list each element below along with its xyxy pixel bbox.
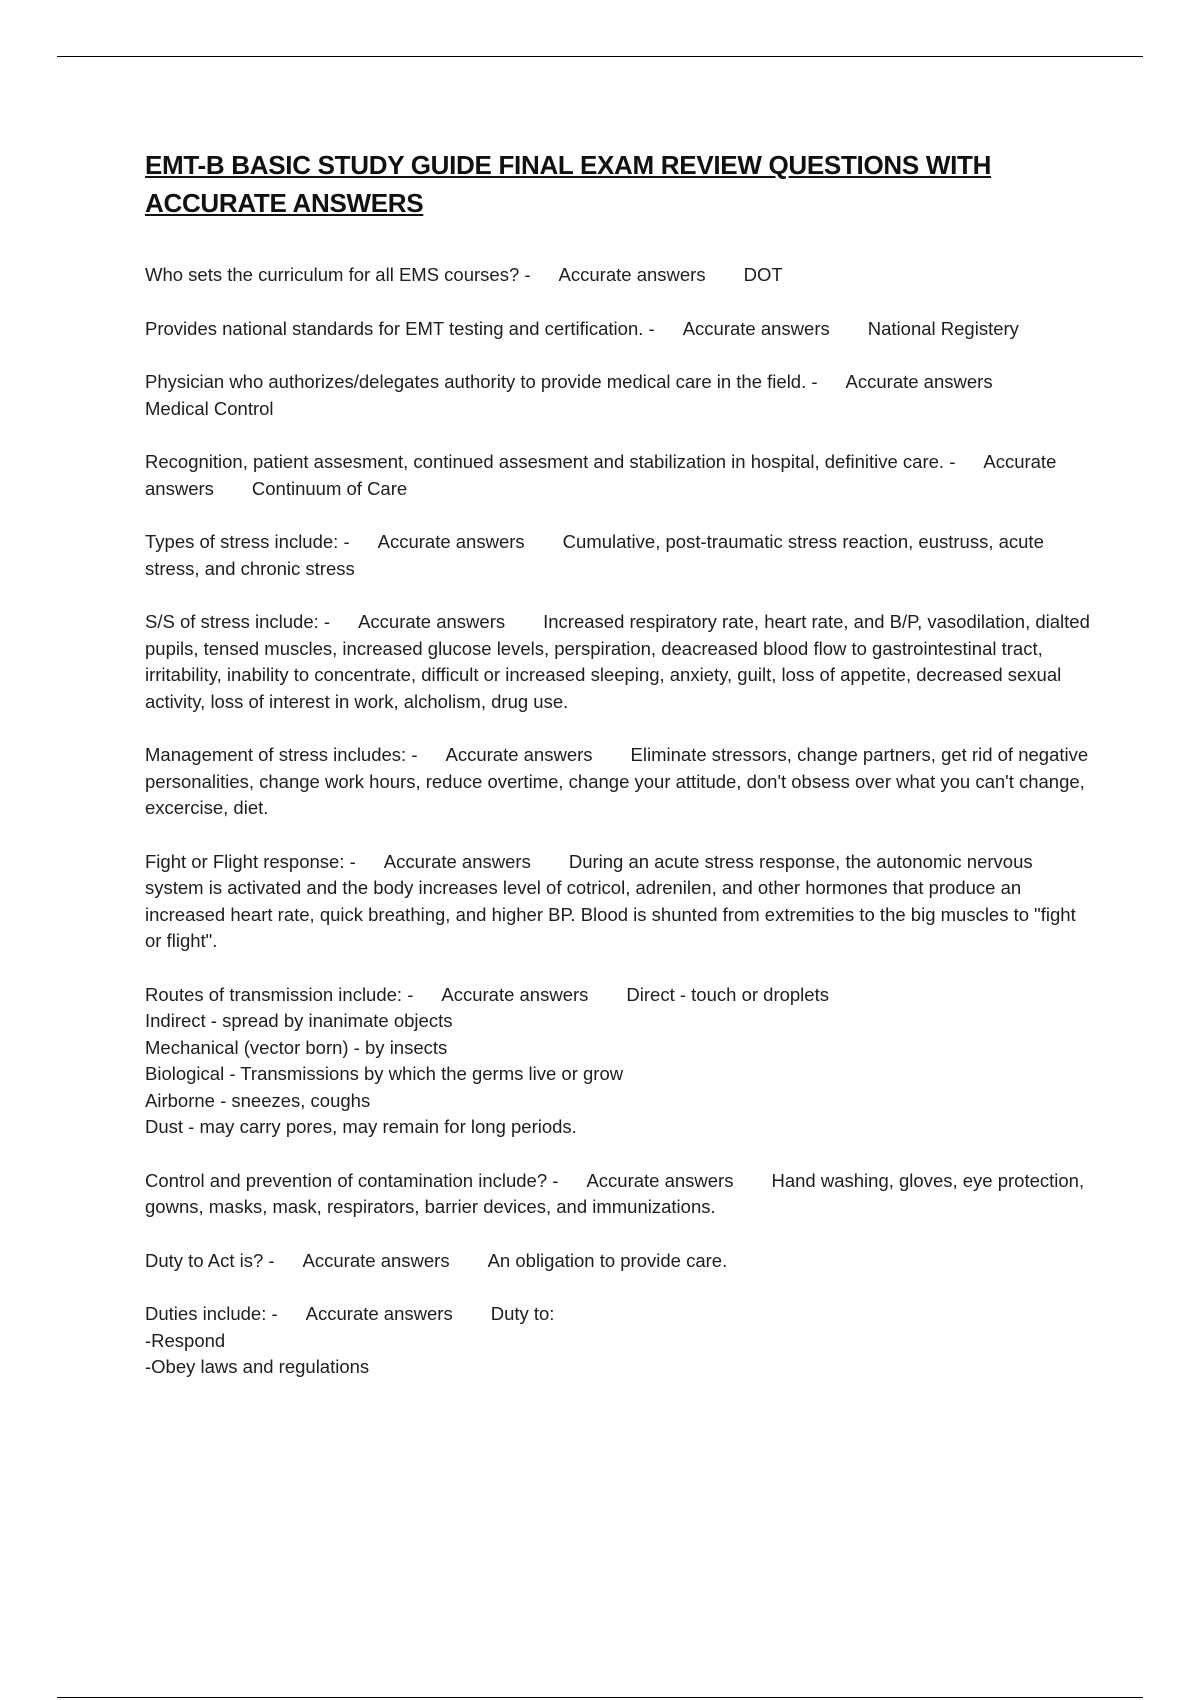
question: Control and prevention of contamination include? - (145, 1169, 559, 1191)
answer-label: Accurate answers (586, 1169, 734, 1191)
qa-item (145, 609, 1090, 715)
answer: Cumulative, post-traumatic stress reaction, eustruss, acute stress, and chronic stress (145, 531, 1044, 579)
qa-item (145, 262, 1090, 289)
question: Routes of transmission include: - (145, 983, 414, 1005)
qa-item (145, 449, 1090, 502)
answer-label: Accurate answers (383, 850, 531, 872)
answer: Direct - touch or droplets (626, 983, 829, 1005)
answer-label: Accurate answers (305, 1303, 453, 1324)
answer-line: Biological - Transmissions by which the germs live or grow (145, 1063, 624, 1084)
answer: Medical Control (145, 397, 274, 419)
answer: Continuum of Care (251, 477, 408, 499)
answer: During an acute stress response, the autonomic nervous system is activated and the body increases level of cotricol, adrenilen, and other hormones that produce an increased heart rate, quick breathing, and higher BP. Blood is shunted from extremities to the big muscles to "fight or flight". (145, 850, 1076, 951)
qa-item (145, 529, 1090, 582)
answer-label: Accurate answers (682, 317, 830, 339)
qa-item (145, 1248, 1090, 1275)
question: Fight or Flight response: - (145, 850, 356, 872)
question: Provides national standards for EMT testing and certification. - (145, 317, 655, 339)
answer: An obligation to provide care. (487, 1249, 728, 1271)
document-body (145, 146, 1090, 1408)
answer-label: Accurate answers (377, 531, 525, 552)
qa-item (145, 849, 1090, 955)
document-title: EMT-B BASIC STUDY GUIDE FINAL EXAM REVIEW QUESTIONS WITH ACCURATE ANSWERS (145, 150, 992, 218)
question: S/S of stress include: - (145, 611, 331, 632)
answer-line: Indirect - spread by inanimate objects (145, 1010, 453, 1031)
top-rule (57, 56, 1143, 57)
bottom-rule (57, 1697, 1143, 1698)
qa-item (145, 1168, 1090, 1221)
answer-label: Accurate answers (441, 983, 589, 1005)
answer-label: Accurate answers (445, 744, 593, 765)
question: Types of stress include: - (145, 531, 350, 552)
answer-label: Accurate answers (145, 451, 1057, 499)
answer-label: Accurate answers (558, 264, 706, 285)
answer: Hand washing, gloves, eye protection, gowns, masks, mask, respirators, barrier devices, and immunizations. (145, 1169, 1085, 1217)
question: Who sets the curriculum for all EMS courses? - (145, 264, 531, 285)
question: Duty to Act is? - (145, 1249, 275, 1271)
answer-line: Airborne - sneezes, coughs (145, 1089, 371, 1111)
qa-item (145, 742, 1090, 822)
question: Duties include: - (145, 1303, 278, 1324)
qa-item (145, 982, 1090, 1141)
question: Physician who authorizes/delegates authority to provide medical care in the field. - (145, 371, 818, 392)
answer: DOT (743, 264, 783, 285)
answer-label: Accurate answers (302, 1249, 450, 1271)
qa-item (145, 316, 1090, 343)
answer-label: Accurate answers (358, 611, 506, 632)
answer-line: -Respond (145, 1329, 226, 1351)
answer: Increased respiratory rate, heart rate, and B/P, vasodilation, dialted pupils, tensed muscles, increased glucose levels, perspiration, deacreased blood flow to gastrointestinal tract, irritability, inability to concentrate, difficult or increased sleeping, anxiety, guilt, loss of appetite, decreased sexual activity, loss of interest in work, alcholism, drug use. (145, 611, 1090, 712)
qa-item (145, 1301, 1090, 1381)
question: Management of stress includes: - (145, 744, 418, 765)
answer-line: Dust - may carry pores, may remain for long periods. (145, 1116, 577, 1137)
qa-item (145, 369, 1090, 422)
answer: Eliminate stressors, change partners, get rid of negative personalities, change work hours, reduce overtime, change your attitude, don't obsess over what you can't change, excercise, diet. (145, 744, 1089, 818)
answer-line: Mechanical (vector born) - by insects (145, 1036, 448, 1058)
answer: Duty to: (490, 1303, 555, 1324)
answer-label: Accurate answers (845, 371, 993, 392)
answer-line: -Obey laws and regulations (145, 1356, 370, 1377)
question: Recognition, patient assesment, continued assesment and stabilization in hospital, definitive care. - (145, 451, 956, 472)
answer: National Registery (867, 317, 1019, 339)
